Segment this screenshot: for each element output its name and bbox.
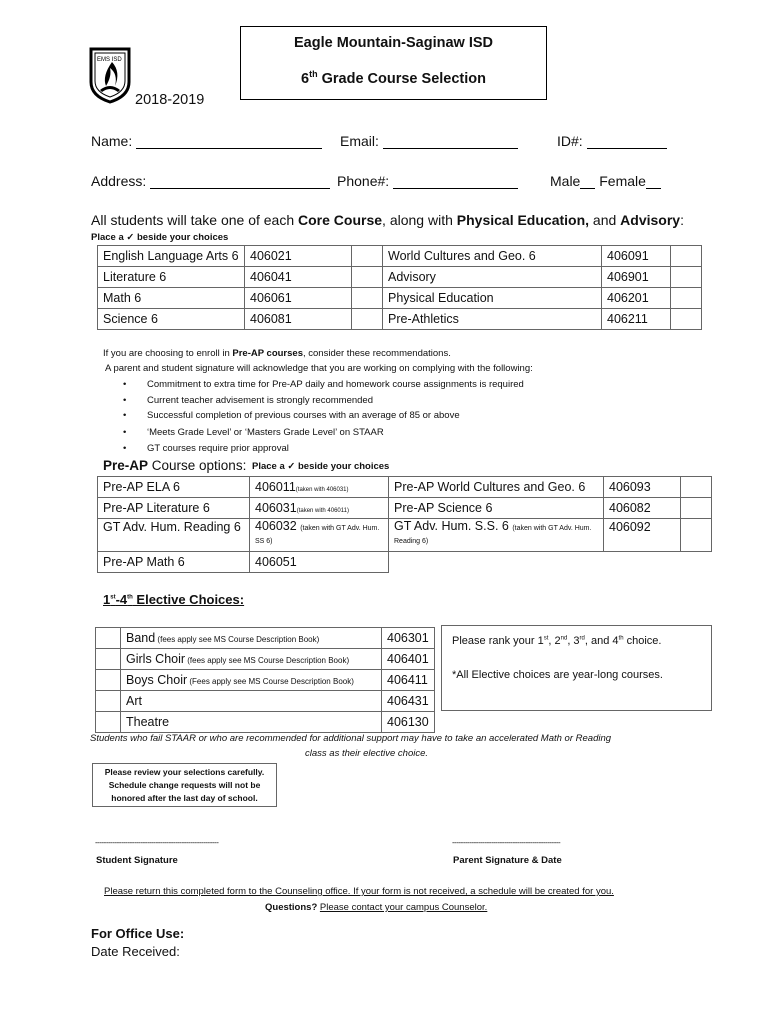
code-cell — [250, 498, 389, 519]
code-cell: 406092 — [604, 519, 681, 552]
bullet-item — [125, 395, 373, 406]
table-row — [98, 519, 712, 552]
phone-field[interactable] — [337, 173, 518, 189]
code-cell: 406093 — [604, 477, 681, 498]
check-box[interactable] — [681, 519, 712, 552]
elective-name: Band — [126, 631, 156, 645]
code-cell — [250, 477, 389, 498]
code-note: (taken with GT Adv. Hum. SS 6) — [255, 525, 380, 545]
table-row — [98, 477, 712, 498]
elective-name: Boys Choir — [126, 673, 188, 687]
table-row — [98, 288, 702, 309]
table-row — [98, 267, 702, 288]
rank-sup4: th — [618, 635, 624, 642]
rank-sup1: st — [543, 635, 549, 642]
core-intro-g: : — [680, 212, 684, 228]
elective-note: (Fees apply see MS Course Description Book) — [187, 677, 354, 686]
rank-a: Please rank your 1 — [452, 635, 544, 647]
rank-b: , 2 — [548, 635, 561, 647]
code-note: (taken with 406031) — [295, 487, 349, 493]
logo-text: EMS ISD — [97, 57, 122, 63]
elective-table — [95, 627, 435, 733]
course-note: (taken with GT Adv. Hum. Reading 6) — [394, 525, 592, 545]
staar-note2: class as their elective choice. — [305, 748, 429, 759]
check-box[interactable] — [352, 288, 383, 309]
preap-rec2: A parent and student signature will acknowledge that you are working on complying with the following: — [105, 363, 533, 374]
elective-note: (fees apply see MS Course Description Book) — [185, 656, 350, 665]
elective-n4: -4 — [115, 592, 128, 607]
course-cell: English Language Arts 6 — [98, 246, 245, 267]
name-label: Name: — [91, 133, 133, 149]
code-cell — [250, 519, 389, 552]
table-row — [98, 309, 702, 330]
course-cell: Science 6 — [98, 309, 245, 330]
return-note: Please return this completed form to the Counseling office. If your form is not received, a schedule will be created for you. — [104, 886, 614, 897]
course-cell: Pre-AP Science 6 — [389, 498, 604, 519]
check-box[interactable] — [352, 309, 383, 330]
preap-place-a: Place a — [252, 461, 285, 472]
elective-name: Theatre — [126, 715, 170, 729]
elective-n1: 1 — [103, 592, 111, 607]
rank-e: choice. — [623, 635, 662, 647]
course-cell: Advisory — [383, 267, 602, 288]
phone-label: Phone#: — [337, 173, 390, 189]
core-intro — [91, 212, 684, 228]
core-intro-a: All students will take one of each — [91, 212, 299, 228]
check-box[interactable] — [96, 628, 121, 649]
core-intro-c: , along with — [382, 212, 457, 228]
header-box — [240, 26, 547, 100]
code-cell: 406091 — [602, 246, 671, 267]
student-signature-line[interactable]: --------------------------------------------------------- — [95, 838, 219, 847]
course-cell: Pre-AP ELA 6 — [98, 477, 250, 498]
parent-signature-label: Parent Signature & Date — [453, 855, 562, 866]
rank-sup2: nd — [560, 635, 568, 642]
code-cell: 406130 — [382, 712, 435, 733]
elective-name: Art — [126, 694, 142, 708]
staar-note: Students who fail STAAR or who are recommended for additional support may have to take an accelerated Math or Reading — [90, 733, 612, 744]
elective-sup1: st — [110, 594, 116, 601]
table-row — [96, 691, 435, 712]
yearlong-note: *All Elective choices are year-long courses. — [452, 669, 663, 681]
questions-note — [265, 902, 487, 913]
code-cell: 406041 — [245, 267, 352, 288]
rank-sup3: rd — [579, 635, 585, 642]
gender-field[interactable] — [550, 173, 661, 189]
course-cell: Math 6 — [98, 288, 245, 309]
bullet-text: Successful completion of previous courses with an average of 85 or above — [147, 410, 460, 421]
bullet-text: Current teacher advisement is strongly recommended — [147, 395, 373, 406]
rec-a: If you are choosing to enroll in — [103, 348, 233, 359]
bullet-item — [125, 379, 524, 390]
elective-cell — [121, 712, 382, 733]
table-row — [96, 649, 435, 670]
table-row — [96, 712, 435, 733]
review-l3: honored after the last day of school. — [111, 793, 258, 803]
course-cell: Literature 6 — [98, 267, 245, 288]
check-box[interactable] — [96, 670, 121, 691]
check-box[interactable] — [352, 267, 383, 288]
title-sup: th — [309, 69, 318, 79]
empty-cell — [389, 552, 604, 573]
course-cell — [389, 519, 604, 552]
code-cell: 406081 — [245, 309, 352, 330]
empty-cell — [604, 552, 681, 573]
preap-table — [97, 476, 712, 573]
code-cell: 406051 — [250, 552, 389, 573]
elective-cell — [121, 670, 382, 691]
elective-cell — [121, 649, 382, 670]
place-a: Place a — [91, 232, 124, 243]
elective-sup4: th — [127, 594, 133, 601]
check-box[interactable] — [681, 498, 712, 519]
core-intro-d: Physical Education, — [456, 212, 590, 228]
check-box[interactable] — [671, 267, 702, 288]
code-note: (taken with 406011) — [296, 508, 349, 514]
title-num: 6 — [301, 70, 310, 87]
place-b: beside your choices — [137, 232, 229, 243]
code-cell: 406021 — [245, 246, 352, 267]
code-cell: 406301 — [382, 628, 435, 649]
review-l2: Schedule change requests will not be — [108, 780, 261, 790]
questions-text: Please contact your campus Counselor. — [319, 902, 488, 913]
code-cell: 406901 — [602, 267, 671, 288]
preap-title-a: Pre-AP — [103, 458, 149, 473]
form-title — [241, 69, 546, 87]
male-label: Male — [550, 173, 581, 189]
elective-note: (fees apply see MS Course Description Book) — [155, 635, 320, 644]
table-row — [96, 628, 435, 649]
female-label: Female — [599, 173, 646, 189]
rank-c: , 3 — [567, 635, 580, 647]
check-box[interactable] — [681, 477, 712, 498]
elective-title-text: Elective Choices: — [132, 592, 245, 607]
school-year: 2018-2019 — [135, 92, 205, 108]
check-box[interactable] — [671, 288, 702, 309]
course: GT Adv. Hum. S.S. 6 — [394, 519, 509, 533]
bullet-item — [125, 410, 460, 421]
core-table — [97, 245, 702, 330]
id-label: ID#: — [557, 133, 583, 149]
email-label: Email: — [340, 133, 379, 149]
preap-rec — [103, 348, 451, 359]
table-row — [96, 670, 435, 691]
address-label: Address: — [91, 173, 147, 189]
course-cell: World Cultures and Geo. 6 — [383, 246, 602, 267]
bullet-text: Commitment to extra time for Pre-AP daily and homework course assignments is required — [147, 379, 524, 390]
elective-cell — [121, 628, 382, 649]
id-field[interactable] — [557, 133, 667, 149]
district-name: Eagle Mountain-Saginaw ISD — [294, 35, 493, 51]
check-box[interactable] — [671, 309, 702, 330]
bullet-item — [125, 427, 384, 438]
student-signature-label: Student Signature — [96, 855, 178, 866]
checkmark-icon: ✓ — [126, 232, 135, 243]
checkmark-icon: ✓ — [287, 461, 296, 472]
check-box[interactable] — [352, 246, 383, 267]
preap-place-b: beside your choices — [298, 461, 390, 472]
email-field[interactable] — [340, 133, 518, 149]
code-cell: 406431 — [382, 691, 435, 712]
date-received: Date Received: — [91, 944, 180, 959]
check-box[interactable] — [671, 246, 702, 267]
course-cell: Pre-AP World Cultures and Geo. 6 — [389, 477, 604, 498]
empty-cell — [681, 552, 712, 573]
table-row — [98, 552, 712, 573]
core-place-check — [91, 232, 228, 243]
code: 406032 — [255, 519, 297, 533]
rank-d: , and 4 — [584, 635, 619, 647]
code: 406031 — [255, 501, 297, 515]
bullet-text: ‘Meets Grade Level’ or ‘Masters Grade Level’ on STAAR — [147, 427, 384, 438]
bullet-item — [125, 443, 289, 454]
office-use: For Office Use: — [91, 926, 185, 941]
code-cell: 406401 — [382, 649, 435, 670]
district-logo — [88, 46, 132, 104]
preap-title — [103, 458, 246, 473]
check-box[interactable] — [96, 691, 121, 712]
core-intro-e: and — [589, 212, 621, 228]
review-l1: Please review your selections carefully. — [104, 767, 265, 777]
check-box[interactable] — [96, 649, 121, 670]
title-rest: Grade Course Selection — [317, 70, 486, 87]
code-cell: 406082 — [604, 498, 681, 519]
code-cell: 406411 — [382, 670, 435, 691]
rec-c: , consider these recommendations. — [302, 348, 451, 359]
review-note — [92, 763, 277, 807]
code-cell: 406211 — [602, 309, 671, 330]
parent-signature-line[interactable]: -------------------------------------------------- — [452, 838, 561, 847]
course-cell: Physical Education — [383, 288, 602, 309]
preap-place-check — [252, 461, 389, 472]
bullet-text: GT courses require prior approval — [147, 443, 289, 454]
course-cell: Pre-Athletics — [383, 309, 602, 330]
table-row — [98, 246, 702, 267]
core-intro-f: Advisory — [620, 212, 681, 228]
code: 406011 — [255, 480, 296, 494]
address-field[interactable] — [91, 173, 330, 189]
check-box[interactable] — [96, 712, 121, 733]
rank-box — [441, 625, 712, 711]
name-field[interactable] — [91, 133, 322, 149]
preap-title-b: Course options: — [148, 458, 247, 473]
code-cell: 406201 — [602, 288, 671, 309]
course-cell: Pre-AP Math 6 — [98, 552, 250, 573]
course-cell: GT Adv. Hum. Reading 6 — [98, 519, 250, 552]
rank-text — [452, 635, 661, 647]
code-cell: 406061 — [245, 288, 352, 309]
questions-label: Questions? — [265, 902, 318, 913]
course-cell: Pre-AP Literature 6 — [98, 498, 250, 519]
rec-b: Pre-AP courses — [232, 348, 303, 359]
core-intro-b: Core Course — [298, 212, 383, 228]
elective-cell — [121, 691, 382, 712]
table-row — [98, 498, 712, 519]
elective-name: Girls Choir — [126, 652, 186, 666]
elective-title — [103, 592, 244, 607]
